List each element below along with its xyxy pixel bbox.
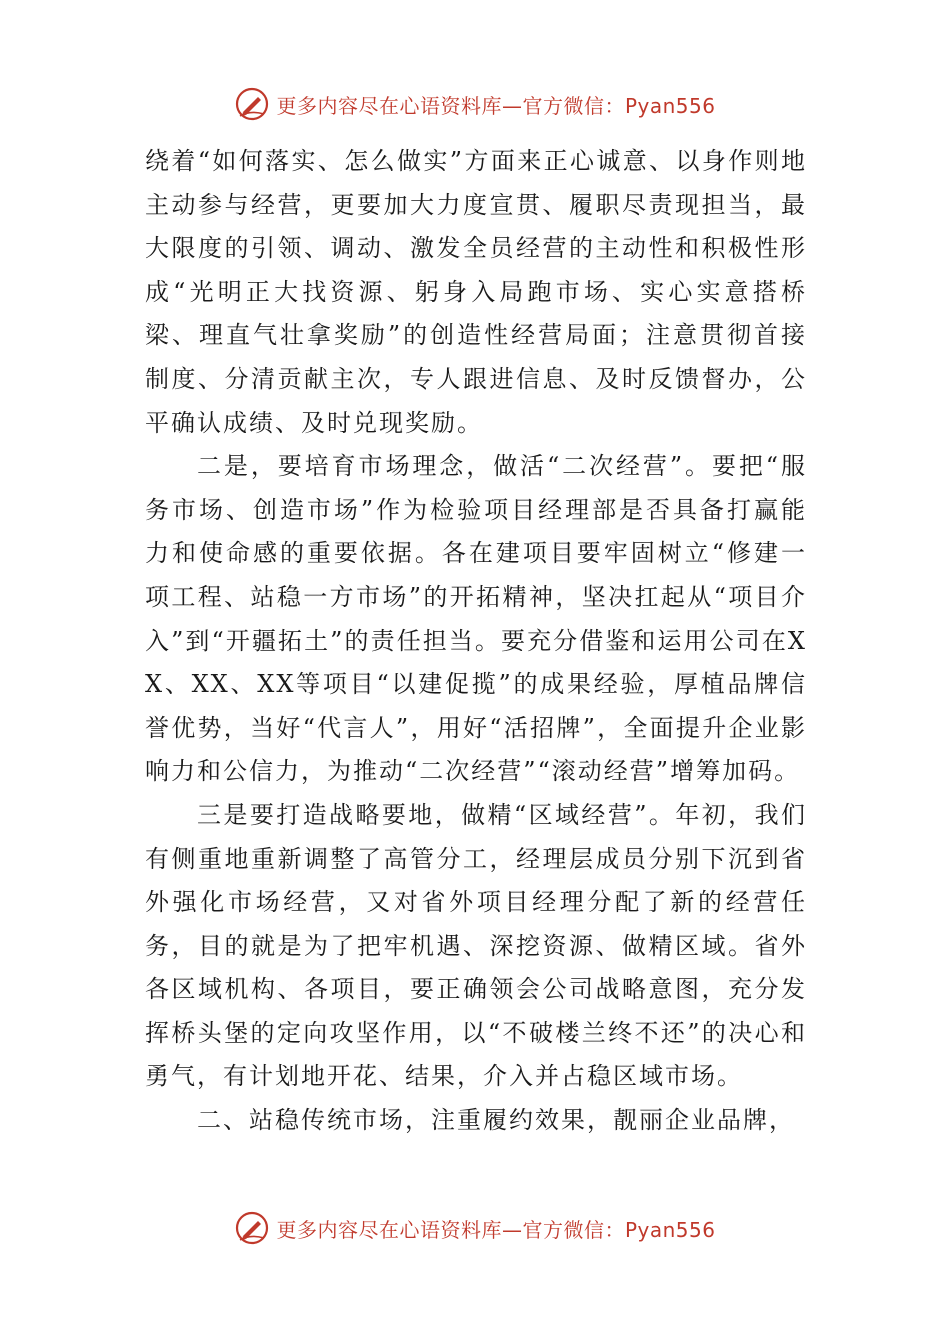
pen-logo-icon	[234, 86, 270, 122]
document-body	[145, 140, 807, 1143]
watermark-text: 更多内容尽在心语资料库—官方微信：Pyan556	[276, 1217, 716, 1242]
paragraph-point-two: 二是，要培育市场理念，做活“二次经营”。要把“服务市场、创造市场”作为检验项目经理部是否具备打赢能力和使命感的重要依据。各在建项目要牢固树立“修建一项工程、站稳一方市场”的开拓精神，坚决扛起从“项目介入”到“开疆拓土”的责任担当。要充分借鉴和运用公司在XX、XX、XX等项目“以建促揽”的成果经验，厚植品牌信誉优势，当好“代言人”，用好“活招牌”，全面提升企业影响力和公信力，为推动“二次经营”“滚动经营”增筹加码。	[145, 452, 807, 786]
paragraph-point-three: 三是要打造战略要地，做精“区域经营”。年初，我们有侧重地重新调整了高管分工，经理层成员分别下沉到省外强化市场经营，又对省外项目经理分配了新的经营任务，目的就是为了把牢机遇、深挖资源、做精区域。省外各区域机构、各项目，要正确领会公司战略意图，充分发挥桥头堡的定向攻坚作用，以“不破楼兰终不还”的决心和勇气，有计划地开花、结果，介入并占稳区域市场。	[145, 800, 807, 1091]
pen-logo-icon	[234, 1210, 270, 1246]
paragraph-continued: 绕着“如何落实、怎么做实”方面来正心诚意、以身作则地主动参与经营，更要加大力度宣贯、履职尽责现担当，最大限度的引领、调动、激发全员经营的主动性和积极性形成“光明正大找资源、躬身入局跑市场、实心实意搭桥梁、理直气壮拿奖励”的创造性经营局面；注意贯彻首接制度、分清贡献主次，专人跟进信息、及时反馈督办，公平确认成绩、及时兑现奖励。	[145, 147, 807, 437]
section-heading-two: 二、站稳传统市场，注重履约效果，靓丽企业品牌，	[197, 1106, 795, 1135]
watermark-text: 更多内容尽在心语资料库—官方微信：Pyan556	[276, 93, 716, 118]
footer-watermark-banner	[0, 1208, 950, 1248]
header-watermark-banner	[0, 84, 950, 124]
